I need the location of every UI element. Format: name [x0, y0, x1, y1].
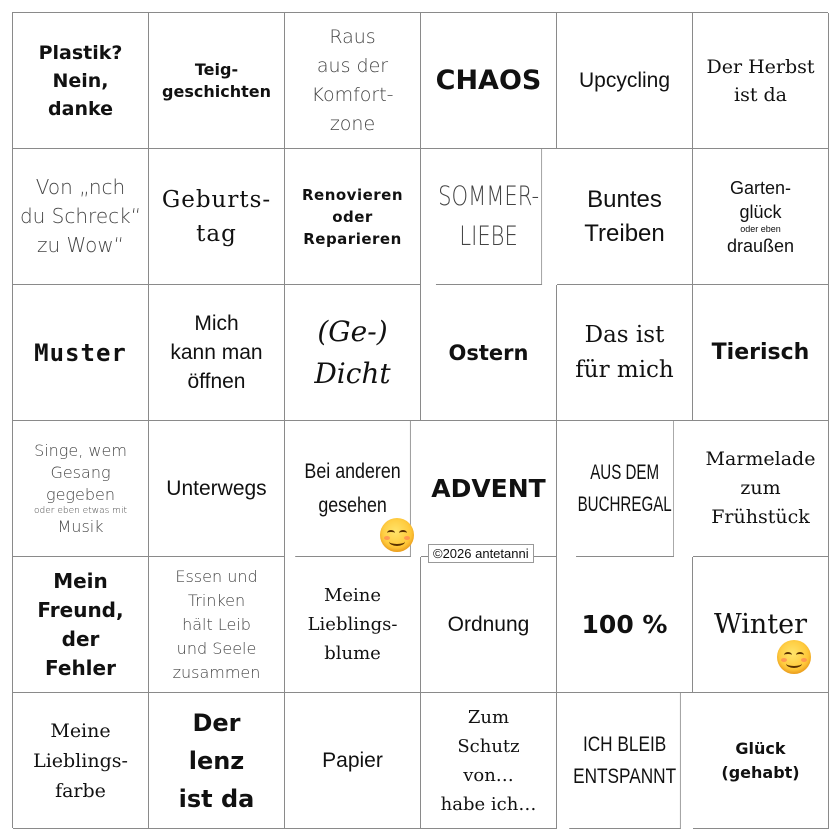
cell-muster [13, 285, 149, 421]
cell-line: öffnen [187, 370, 246, 393]
cell-essen-und-trinken [149, 557, 285, 693]
cell-line: Der [192, 708, 241, 737]
cell-line: und Seele [176, 638, 257, 658]
cell-line: Ostern [448, 340, 529, 365]
cell-line: farbe [55, 779, 106, 802]
cell-line: Lieblings- [33, 749, 128, 772]
cell-line: zone [329, 112, 376, 135]
cell-marmelade-zum-fruehstueck [693, 421, 829, 557]
emoji-mouth [786, 659, 802, 668]
cell-line: Muster [34, 338, 127, 367]
cell-line: ENTSPANNT [573, 764, 677, 788]
cell-line: für mich [575, 356, 674, 383]
cell-chaos [421, 13, 557, 149]
cell-ich-bleib-entspannt [569, 693, 681, 829]
cell-mein-freund-der-fehler [13, 557, 149, 693]
cell-line: Das ist [584, 321, 665, 348]
cell-raus-aus-der-komfortzone [285, 13, 421, 149]
cell-line: Winter [713, 609, 808, 640]
cell-line: Tierisch [711, 340, 810, 365]
cell-der-lenz-ist-da [149, 693, 285, 829]
cell-upcycling [557, 13, 693, 149]
cell-line: Plastik? [38, 41, 123, 64]
cell-line: Papier [322, 748, 383, 772]
cell-line: Raus [329, 25, 376, 48]
cell-line: lenz [188, 746, 245, 775]
cell-line: Meine [50, 719, 111, 742]
cell-line: zusammen [172, 662, 261, 682]
cell-sommerliebe [436, 149, 542, 285]
cell-plastik-nein-danke [13, 13, 149, 149]
cell-line: AUS DEM [590, 460, 660, 484]
cell-line: du Schreck“ [19, 204, 142, 228]
cell-line: zum [740, 477, 781, 499]
cell-line: Teig- [194, 59, 239, 79]
cell-line: der [61, 626, 100, 651]
cell-line-small: oder eben [740, 223, 781, 234]
cell-gartenglueck-oder-eben-draussen [693, 149, 829, 285]
cell-line: Garten- [729, 177, 792, 198]
cell-line: Unterwegs [166, 476, 267, 500]
cell-line: Trinken [187, 590, 246, 610]
cell-line: BUCHREGAL [577, 492, 672, 516]
cell-line: gesehen [318, 493, 387, 517]
cell-line: gegeben [45, 484, 116, 504]
cell-mich-kann-man-oeffnen [149, 285, 285, 421]
cell-renovieren-oder-reparieren [285, 149, 421, 285]
smiling-face-emoji-icon [777, 640, 811, 674]
cell-line: von… [463, 764, 514, 786]
cell-line: glück [739, 201, 782, 222]
cell-line: draußen [726, 235, 795, 256]
cell-line: Freund, [37, 597, 124, 622]
cell-line: danke [48, 97, 113, 120]
cell-meine-lieblingsblume [285, 557, 421, 693]
cell-line: hält Leib [182, 614, 251, 634]
cell-line: Bei anderen [304, 459, 401, 483]
cell-line: Musik [57, 516, 104, 536]
cell-line: SOMMER- [438, 180, 540, 212]
cell-line: kann man [170, 341, 263, 364]
cell-tierisch [693, 285, 829, 421]
cell-line: Glück [735, 738, 786, 758]
cell-buntes-treiben [557, 149, 693, 285]
cell-line: Dicht [314, 356, 391, 390]
cell-line-small: oder eben etwas mit [34, 505, 127, 516]
cell-line: Treiben [584, 219, 665, 247]
cell-teiggeschichten [149, 13, 285, 149]
cell-papier [285, 693, 421, 829]
cell-line: Upcycling [578, 68, 671, 92]
cell-line: ist da [178, 784, 255, 813]
cell-line: Reparieren [303, 229, 402, 248]
cell-line: CHAOS [435, 65, 542, 96]
cell-line: Der Herbst [706, 55, 815, 78]
cell-glueck-gehabt [693, 693, 829, 829]
cell-line: Meine [323, 585, 382, 606]
cell-line: Buntes [587, 185, 662, 213]
emoji-eye [784, 652, 792, 658]
bingo-grid [12, 12, 828, 828]
cell-singe-wem-gesang-gegeben [13, 421, 149, 557]
cell-line: zu Wow“ [36, 233, 125, 257]
cell-der-herbst-ist-da [693, 13, 829, 149]
cell-line: geschichten [162, 81, 271, 101]
cell-line: Komfort- [311, 83, 394, 106]
cell-line: Nein, [52, 69, 109, 92]
cell-line: ist da [734, 83, 787, 106]
cell-ostern [421, 285, 557, 421]
cell-ordnung [421, 557, 557, 693]
cell-line: Geburts- [161, 186, 272, 213]
cell-meine-lieblingsfarbe [13, 693, 149, 829]
cell-line: Marmelade [705, 448, 816, 470]
cell-von-ach-du-schreck-zu-wow [13, 149, 149, 285]
cell-line: aus der [316, 54, 389, 77]
cell-line: (Ge-) [317, 314, 388, 348]
cell-line: blume [324, 643, 381, 664]
cell-line: 100 % [581, 610, 668, 639]
cell-line: tag [196, 220, 237, 247]
copyright-label: ©2026 antetanni [428, 544, 534, 563]
cell-line: Zum [467, 706, 510, 728]
cell-line: oder [332, 207, 373, 226]
cell-das-ist-fuer-mich [557, 285, 693, 421]
cell-line: Singe, wem [34, 440, 127, 460]
cell-line: Schutz [457, 735, 520, 757]
cell-line: Mein [53, 568, 108, 593]
cell-winter [693, 557, 829, 693]
cell-line: (gehabt) [721, 762, 800, 782]
cell-geburtstag [149, 149, 285, 285]
cell-line: Ordnung [447, 612, 530, 636]
cell-line: ICH BLEIB [582, 732, 667, 756]
emoji-mouth [389, 537, 405, 546]
emoji-eye [387, 530, 395, 536]
cell-line: Von „nch [35, 175, 126, 199]
cell-ge-dicht [285, 285, 421, 421]
cell-advent [421, 421, 557, 557]
cell-line: Renovieren [301, 185, 404, 204]
cell-100-prozent [557, 557, 693, 693]
cell-line: Fehler [45, 655, 116, 680]
cell-line: habe ich… [440, 793, 537, 815]
cell-line: Frühstück [711, 506, 810, 528]
cell-line: LIEBE [459, 220, 518, 252]
cell-unterwegs [149, 421, 285, 557]
cell-line: Essen und [175, 566, 258, 586]
cell-line: Lieblings- [307, 614, 398, 635]
cell-line: Gesang [50, 462, 111, 482]
cell-zum-schutz-von-habe-ich [421, 693, 557, 829]
smiling-face-emoji-icon [380, 518, 414, 552]
cell-line: ADVENT [431, 474, 546, 503]
cell-aus-dem-buchregal [576, 421, 674, 557]
cell-line: Mich [194, 312, 239, 335]
